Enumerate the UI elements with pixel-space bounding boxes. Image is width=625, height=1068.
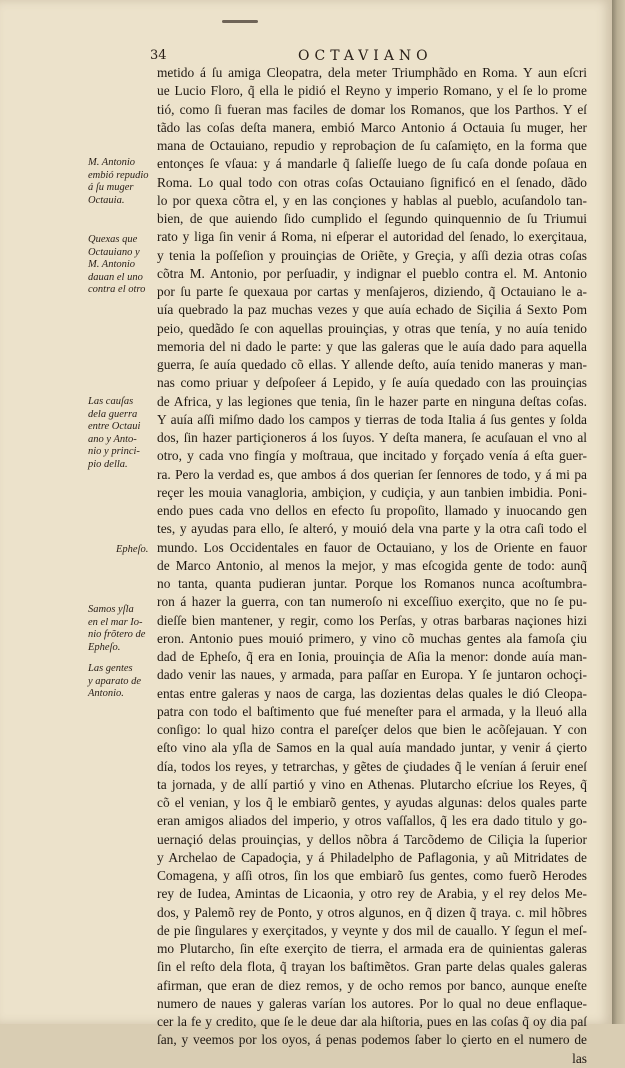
- text-line: memoria del ni dado le parte: y que las galeras que le auía dado para aquella: [157, 338, 587, 354]
- text-line: tes, y ayudas para ello, ſe alteró, y mouió dela vna parte y la otra caſi todo el: [157, 521, 587, 537]
- sidenote-line: á ſu muger: [88, 182, 134, 193]
- sidenote-line: Octauia.: [88, 194, 125, 206]
- text-line: entonçes ſe vſaua: y á mandarle q̃ ſalieſſe luego de ſu caſa donde poſaua en: [157, 156, 587, 172]
- sidenote-line: entre Octaui: [88, 421, 141, 432]
- sidenote-causas-guerra: [88, 396, 154, 471]
- text-line: y tenia la poſſeſion y prouinçias de Oriẽte, y Greçia, y aſſi dezia otras coſas: [157, 247, 587, 263]
- text-line: lo por quexa cõtra el, y en las conçiones y hablas al pueblo, acuſandolo tan-: [157, 192, 587, 208]
- text-line: dado venir las naues, y armada, para paſſar en Europa. Y ſe juntaron ochoçi-: [157, 667, 587, 683]
- text-line: eran amigos aliados del imperio, y otros vaſſallos, q̃ les era dado titulo y go-: [157, 813, 587, 829]
- sidenote-line: Epheſo.: [88, 641, 121, 653]
- sidenote-line: M. Antonio: [88, 157, 136, 168]
- text-line: ſan, y veemos por los oyos, á penas podemos ſaber lo çierto en el numero de: [157, 1032, 587, 1048]
- text-line: no tanta, quanta pudieran juntar. Porque los Romanos nunca acoſtumbra-: [157, 576, 587, 591]
- text-line: ron á hazer la guerra, con tan numeroſo ni exceſſiuo exerçito, que no ſe pu-: [157, 594, 587, 610]
- text-line: conſigo: lo qual hizo contra el pareſçer delos que bien le acõſejauan. Y con: [157, 722, 587, 737]
- text-line: ta jornada, y de allí partió y vino en Athenas. Plutarcho eſcriue los Reyes, q̃: [157, 776, 587, 792]
- text-line: uernaçió delas prouinçias, y dellos nõbra á Tarcõdemo de Ciliçia la ſuperior: [157, 831, 587, 847]
- catchword: las: [572, 1050, 587, 1066]
- sidenote-line: nio frõtero de: [88, 629, 146, 640]
- sidenote-line: dauan el uno: [88, 271, 143, 283]
- sidenote-line: pio della.: [88, 458, 128, 470]
- text-line: numero de naues y galeras varían los autores. Por lo qual no deue enflaque-: [157, 995, 587, 1011]
- text-line: eſto vino ala yſla de Samos en la qual auía mandado juntar, y venir á çierto: [157, 740, 587, 756]
- text-line: cõtra M. Antonio, por perſuadir, y indignar el pueblo contra el. M. Antonio: [157, 265, 587, 281]
- text-line: rey de Iudea, Amintas de Licaonia, y otro rey de Arabia, y el rey delos Me-: [157, 886, 587, 902]
- folio-number: 34: [150, 48, 167, 63]
- text-line: cõ el venian, y los q̃ le embiarõ gentes, y ayudas algunas: delos quales parte: [157, 795, 587, 810]
- sidenote-gentes-antonio: [88, 663, 154, 701]
- sidenote-line: M. Antonio: [88, 259, 136, 270]
- page-top-ornament: [222, 20, 258, 23]
- sidenote-samos: [88, 604, 154, 654]
- text-line: Roma. Lo qual todo con otras coſas Octauiano ſignificó en el ſenado, dãdo: [157, 174, 587, 190]
- text-line: Y auía aſſi miſmo dado los campos y tierras de toda Italia á ſus gentes y ſolda: [157, 411, 587, 427]
- text-line: metido á ſu amiga Cleopatra, dela meter Triumphãdo en Roma. Y aun eſcri: [157, 65, 587, 80]
- text-line: por ſu parte ſe quexaua por cartas y menſajeros, diziendo, q̃ Octauiano le a-: [157, 284, 587, 299]
- text-line: día, todos los reyes, y tetrarchas, y gẽtes de çiudades q̃ le venían á ſeruir eneſ: [157, 758, 587, 774]
- sidenote-quexas: [88, 234, 154, 297]
- text-line: dad de Epheſo, q̃ era en Ionia, prouinçia de Aſia la menor: donde auía man-: [157, 649, 587, 664]
- text-line: ſin el reſto dela flota, q̃ trayan los baſtimẽtos. Gran parte delas quales galeras: [157, 959, 587, 975]
- text-line: de Marco Antonio, al menos la mejor, y mas eſcogida gente de todo: aunq̃: [157, 557, 587, 573]
- text-line: cer la fe y credito, que ſe le deue dar ala hiſtoria, pues en las coſas q̃ oy dia paſ: [157, 1014, 587, 1029]
- sidenote-line: nio y princi-: [88, 446, 140, 457]
- sidenote-line: embió repudio: [88, 169, 149, 181]
- text-line: mana de Octauiano, repudio y reprobaçion de ſu caſamięto, en la forma que: [157, 138, 587, 153]
- text-line: de Africa, y las legiones que tenia, ſin le hazer parte en ninguna deſtas coſas.: [157, 393, 587, 409]
- text-line: guerra, ſe auía quedado cõ ellas. Y allende deſto, auía tenido maneras y man-: [157, 357, 587, 372]
- text-line: eron. Antonio pues mouió primero, y vino cõ muchas gentes ala famoſa çiu: [157, 630, 587, 646]
- sidenote-line: dela guerra: [88, 408, 138, 420]
- sidenote-line: Las gentes: [88, 663, 133, 674]
- sidenote-line: Antonio.: [88, 688, 124, 699]
- text-line: de pie ſingulares y exerçitados, y veynte y dos mil de cauallo. Y ſegun el meſ-: [157, 922, 587, 938]
- text-line: reçer les mouia vanagloria, ambiçion, y cudiçia, y aun tanbien imbidia. Poni-: [157, 484, 587, 500]
- text-line: ue Lucio Floro, q̃ ella le pidió el Reyno y imperio Romano, y el ſe lo prome: [157, 83, 587, 99]
- text-line: bien, de que auiendo ſido cumplido el ſegundo quinquennio de ſu Triumui: [157, 211, 587, 226]
- text-line: dos, y Palemõ rey de Ponto, y otros algunos, en q̃ dizen q̃ traya. c. mil hõbres: [157, 904, 587, 920]
- text-line: endo pues cada vno dellos en efecto ſu propoſito, llamado y inuocando gen: [157, 503, 587, 518]
- page-edge: [612, 0, 625, 1024]
- sidenote-line: contra el otro: [88, 284, 146, 295]
- text-line: patra con todo el baſtimento que fué meneſter para el armada, y la lleuó alla: [157, 703, 587, 719]
- main-text-block: [157, 64, 587, 1068]
- text-line: ra. Pero la verdad es, que ambos á dos querian ſer ſennores de todo, y á mi pa: [157, 466, 587, 482]
- text-line: Comagena, y aſſi otros, ſin los que embiarõ ſus gentes, como fuerõ Herodes: [157, 868, 587, 883]
- text-line: nas como priuar y deſpoſeer á Lepido, y ſe auía quedado con las prouinçias: [157, 375, 587, 391]
- sidenote-line: Quexas que: [88, 234, 138, 245]
- text-line: afirman, que eran de diez remos, y de ocho remos por banco, aunque eneſte: [157, 977, 587, 993]
- text-line: peio, quedãdo ſe con aquellas prouinçias, y otras que tenía, y no auía tenido: [157, 320, 587, 336]
- sidenote-epheso: [116, 544, 182, 557]
- text-line: rato y liga ſin venir á Roma, ni eſperar el autoridad del ſenado, lo exerçitaua,: [157, 229, 587, 245]
- sidenote-line: Epheſo.: [116, 544, 149, 555]
- sidenote-line: y aparato de: [88, 675, 142, 687]
- sidenote-line: ano y Anto-: [88, 433, 137, 445]
- text-line: mundo. Los Occidentales en fauor de Octauiano, y los de Oriente en fauor: [157, 539, 587, 555]
- sidenote-line: en el mar Io-: [88, 616, 143, 628]
- sidenote-line: Samos yſla: [88, 604, 134, 615]
- text-line: uía quebrado la paz muchas vezes y que auía echado de Siçilia á Sexto Pom: [157, 302, 587, 318]
- text-line: otro, y cada vno fingía y moſtraua, que incitado y forçado venía á eſta guer-: [157, 448, 587, 464]
- text-line: y Archelao de Capadoçia, y á Philadelpho de Paflagonia, y aũ Mitridates de: [157, 849, 587, 865]
- text-line: mo Plutarcho, ſin eſte exerçito de tierra, el armada era de quinientas galeras: [157, 941, 587, 956]
- text-line: tió, como ſi fueran mas faciles de domar los Romanos, que los Parthos. Y eſ: [157, 101, 587, 117]
- text-line: dieſſe bien mantener, y regir, como los Perſas, y otras barbaras naçiones hizi: [157, 612, 587, 628]
- running-title: OCTAVIANO: [298, 48, 433, 64]
- sidenote-repudio: [88, 157, 154, 207]
- text-line: tãdo las coſas deſta manera, embió Marco Antonio á Octauia ſu muger, her: [157, 119, 587, 135]
- sidenote-line: Las cauſas: [88, 396, 134, 407]
- sidenote-line: Octauiano y: [88, 246, 140, 258]
- text-line: entas entre galeras y naos de carga, las dozientas delas quales le dió Cleopa-: [157, 685, 587, 701]
- text-line: dos, ſin hazer partiçioneros á los ſuyos. Y deſta manera, ſe acuſauan el vno al: [157, 430, 587, 445]
